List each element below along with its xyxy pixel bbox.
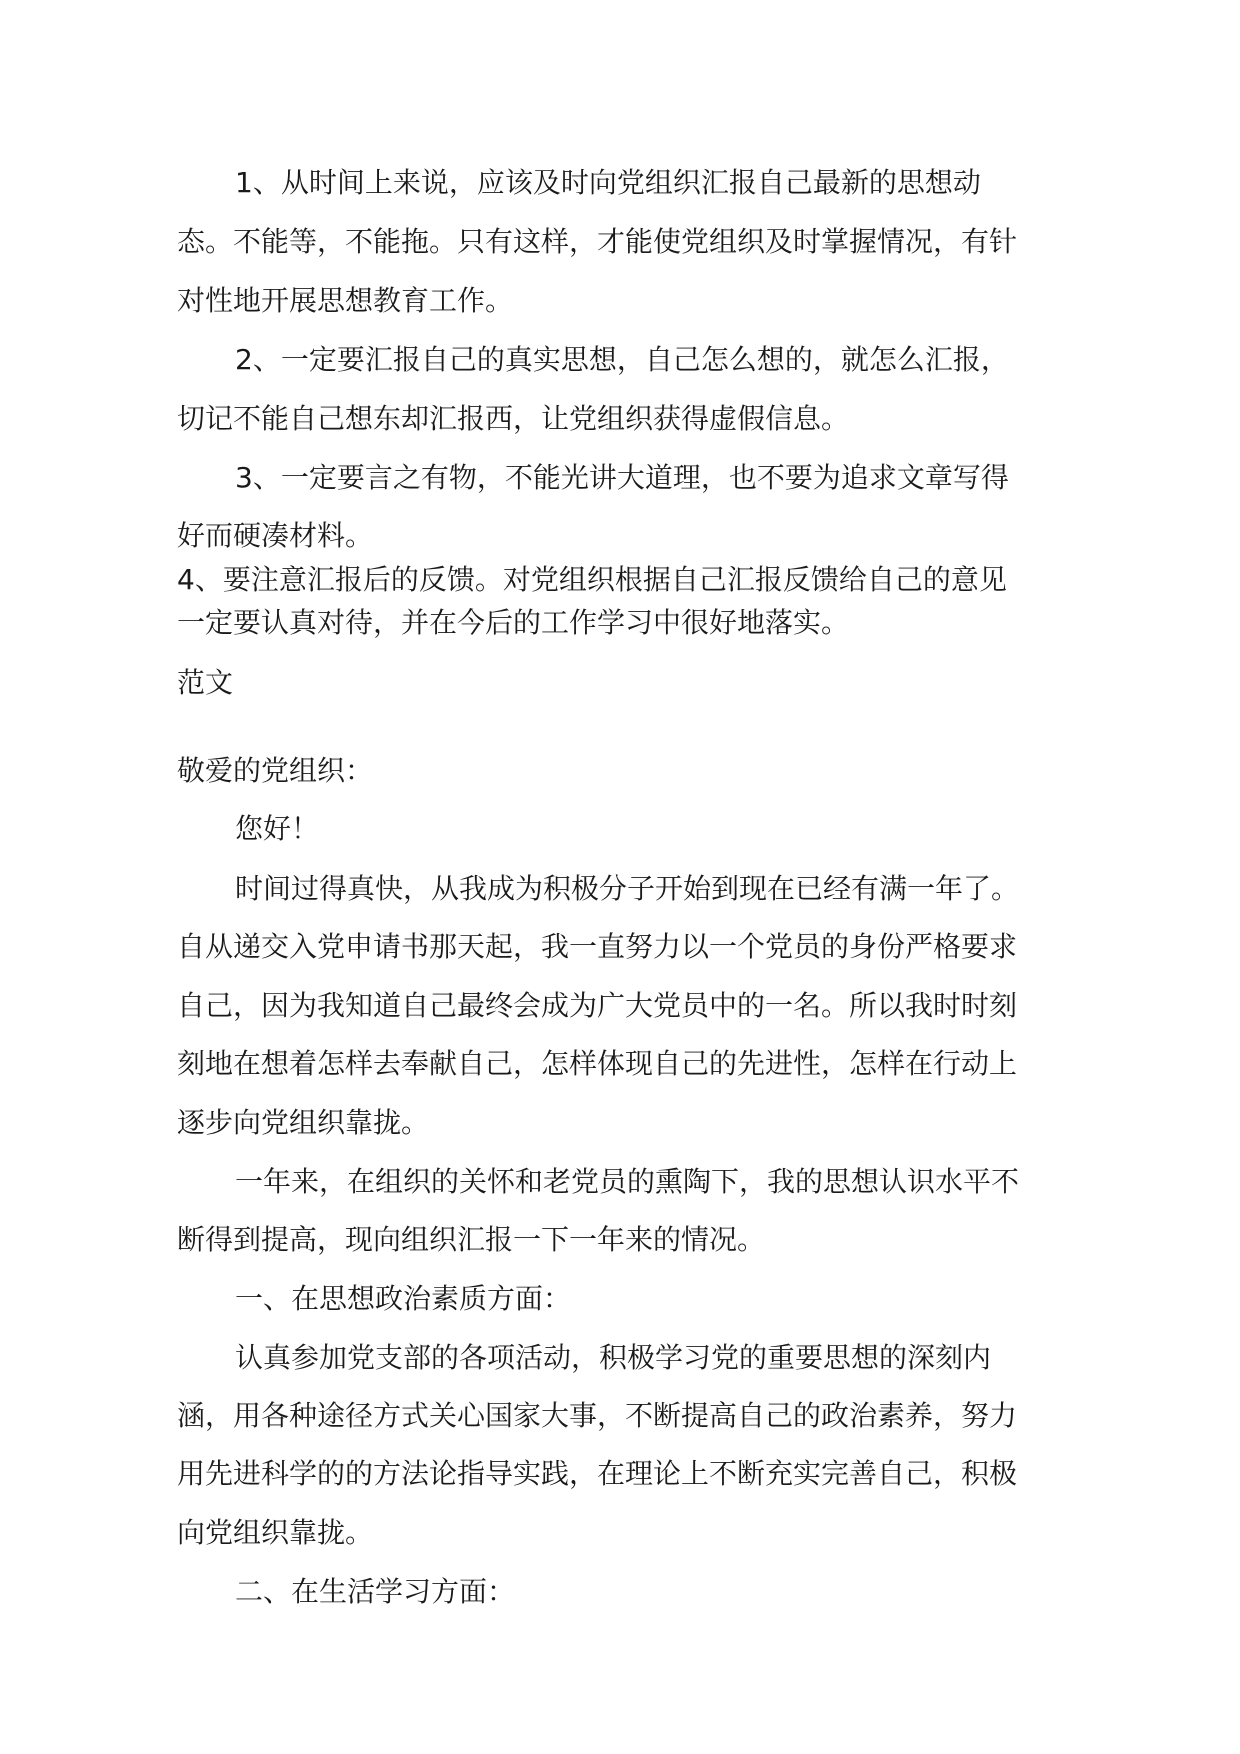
text-line: 自从递交入党申请书那天起，我一直努力以一个党员的身份严格要求 bbox=[177, 930, 1018, 963]
text-line: 涵，用各种途径方式关心国家大事，不断提高自己的政治素养，努力 bbox=[177, 1399, 1018, 1432]
text-line: 认真参加党支部的各项活动，积极学习党的重要思想的深刻内 bbox=[235, 1341, 992, 1374]
text-line: 一定要认真对待，并在今后的工作学习中很好地落实。 bbox=[177, 606, 850, 639]
text-line: 逐步向党组织靠拢。 bbox=[177, 1106, 430, 1139]
text-line: 切记不能自己想东却汇报西，让党组织获得虚假信息。 bbox=[177, 402, 850, 435]
subsection-heading: 二、在生活学习方面： bbox=[235, 1575, 516, 1608]
section-heading: 范文 bbox=[177, 666, 234, 699]
text-line: 好而硬凑材料。 bbox=[177, 519, 374, 552]
text-line: 自己，因为我知道自己最终会成为广大党员中的一名。所以我时时刻 bbox=[177, 989, 1018, 1022]
text-line: 向党组织靠拢。 bbox=[177, 1516, 374, 1549]
text-line: 态。不能等，不能拖。只有这样，才能使党组织及时掌握情况，有针 bbox=[177, 225, 1018, 258]
salutation: 敬爱的党组织： bbox=[177, 754, 374, 787]
text-line: 一年来，在组织的关怀和老党员的熏陶下，我的思想认识水平不 bbox=[235, 1165, 1020, 1198]
text-line: 断得到提高，现向组织汇报一下一年来的情况。 bbox=[177, 1223, 766, 1256]
text-line: 对性地开展思想教育工作。 bbox=[177, 284, 514, 317]
subsection-heading: 一、在思想政治素质方面： bbox=[235, 1282, 572, 1315]
greeting: 您好！ bbox=[235, 812, 320, 845]
text-line: 刻地在想着怎样去奉献自己，怎样体现自己的先进性，怎样在行动上 bbox=[177, 1047, 1018, 1080]
text-line: 2、一定要汇报自己的真实思想，自己怎么想的，就怎么汇报， bbox=[235, 343, 1009, 376]
text-line: 时间过得真快，从我成为积极分子开始到现在已经有满一年了。 bbox=[235, 872, 1020, 905]
text-line: 用先进科学的的方法论指导实践，在理论上不断充实完善自己，积极 bbox=[177, 1457, 1018, 1490]
text-line: 4、要注意汇报后的反馈。对党组织根据自己汇报反馈给自己的意见 bbox=[177, 563, 1007, 596]
text-line: 3、一定要言之有物，不能光讲大道理，也不要为追求文章写得 bbox=[235, 461, 1009, 494]
text-line: 1、从时间上来说，应该及时向党组织汇报自己最新的思想动 bbox=[235, 166, 981, 199]
